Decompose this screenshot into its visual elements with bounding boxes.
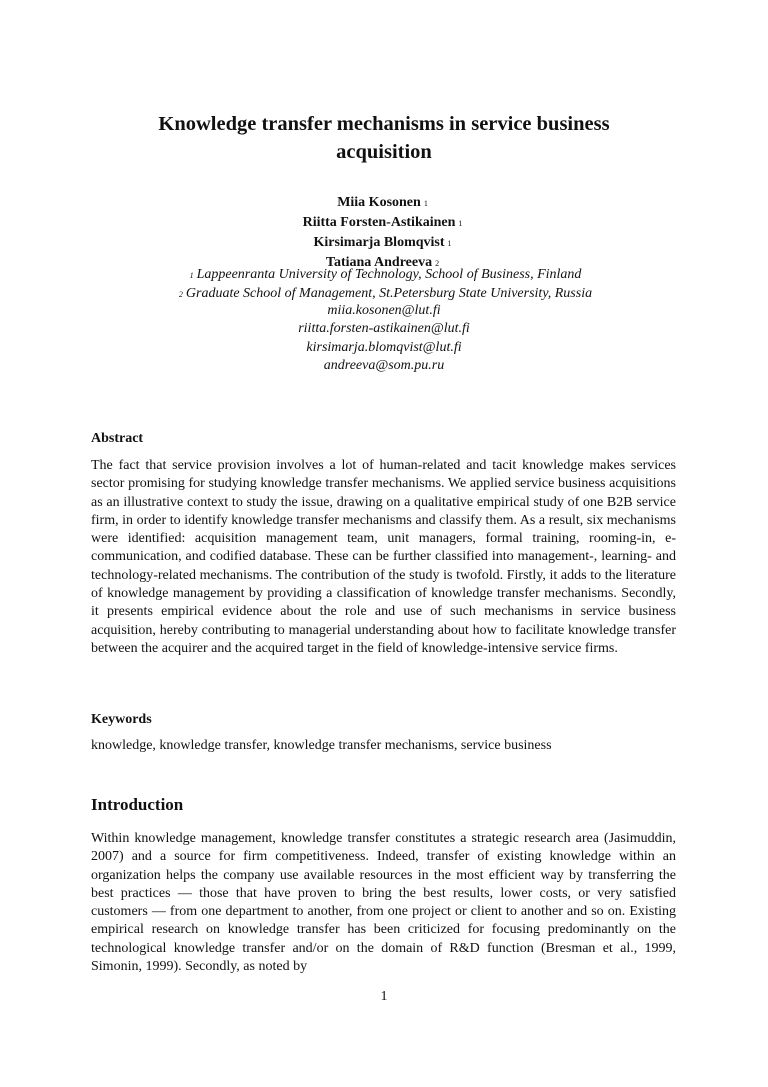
- affiliation-marker: 1: [189, 271, 194, 280]
- author-name-text: Kirsimarja Blomqvist: [313, 235, 445, 250]
- author-name: [92, 213, 676, 233]
- introduction-heading: Introduction: [91, 795, 184, 814]
- keywords-text: knowledge, knowledge transfer, knowledge transfer mechanisms, service business: [91, 738, 552, 753]
- page-number: 1: [380, 989, 388, 1004]
- title-line-2: acquisition: [336, 141, 432, 163]
- author-name: [92, 233, 676, 253]
- paper-title: [92, 110, 676, 166]
- abstract-heading: Abstract: [91, 431, 144, 446]
- author-email[interactable]: miia.kosonen@lut.fi: [327, 303, 441, 318]
- affiliation-text: Lappeenranta University of Technology, School of Business, Finland: [196, 267, 582, 282]
- affiliation-marker: 2: [178, 290, 183, 299]
- author-name-text: Tatiana Andreeva: [325, 255, 433, 270]
- introduction-text: Within knowledge management, knowledge transfer constitutes a strategic research area (Jasimuddin, 2007) and a source for firm competitiveness. Indeed, transfer of existing knowledge within an organization helps the company use available resources in the most efficient way by transferring the best practices — those that have proven to bring the best results, lower costs, or very satisfied customers — from one department to another, from one project or client to another and so on. Existing empirical research on knowledge transfer has been criticized for focusing predominantly on the technological knowledge transfer and/or on the domain of R&D function (Bresman et al., 1999, Simonin, 1999). Secondly, as noted by: [91, 831, 676, 975]
- author-email[interactable]: riitta.forsten-astikainen@lut.fi: [298, 321, 470, 337]
- author-affiliation-marker: 1: [423, 199, 428, 208]
- author-email[interactable]: andreeva@som.pu.ru: [323, 357, 445, 373]
- author-list: [92, 193, 676, 273]
- author-affiliation-marker: 1: [458, 219, 463, 228]
- abstract-text: The fact that service provision involves a lot of human-related and tacit knowledge makes services sector promising for studying knowledge transfer mechanisms. We applied service business acquisitions as an illustrative context to study the issue, drawing on a qualitative empirical study of one B2B service firm, in order to identify knowledge transfer mechanisms and classify them. As a result, six mechanisms were identified: acquisition management team, unit managers, formal training, rooming-in, e-communication, and codified database. These can be further classified into management-, learning- and technology-related mechanisms. The contribution of the study is twofold. Firstly, it adds to the literature of knowledge management by providing a classification of knowledge transfer mechanisms. Secondly, it presents empirical evidence about the role and use of such mechanisms in service business acquisition, hereby contributing to managerial understanding about how to facilitate knowledge transfer between the acquirer and the acquired target in the field of knowledge-intensive service firms.: [91, 458, 676, 656]
- affiliation: [92, 266, 676, 285]
- author-name-text: Miia Kosonen: [337, 195, 421, 210]
- keywords-heading: Keywords: [91, 712, 152, 727]
- author-name-text: Riitta Forsten-Astikainen: [302, 215, 456, 230]
- affiliation-list: [92, 266, 676, 304]
- author-affiliation-marker: 2: [435, 259, 440, 268]
- email-list: [92, 302, 676, 375]
- author-affiliation-marker: 1: [447, 239, 452, 248]
- affiliation-text: Graduate School of Management, St.Petersburg State University, Russia: [185, 286, 593, 301]
- author-email[interactable]: kirsimarja.blomqvist@lut.fi: [306, 339, 462, 355]
- title-line-1: Knowledge transfer mechanisms in service business: [158, 113, 610, 135]
- author-name: [92, 193, 676, 213]
